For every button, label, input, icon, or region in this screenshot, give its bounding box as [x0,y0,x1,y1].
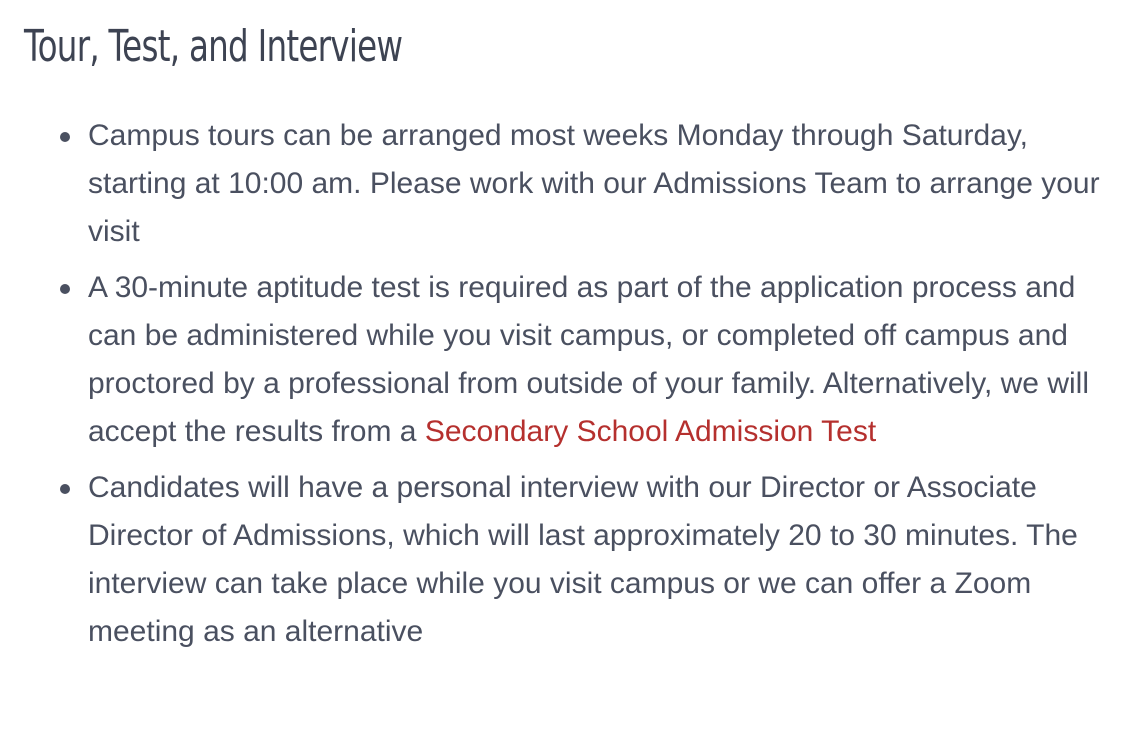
list-item-text: Candidates will have a personal interview with our Director or Associate Director of Admissions, which will last approximately 20 to 30 minutes. The interview can take place while you visit campus or we can offer a Zoom meeting as an alternative [88,471,1078,648]
list-item-interview [24,464,1114,656]
list-item-text: Campus tours can be arranged most weeks Monday through Saturday, starting at 10:00 am. Please work with our Admissions Team to arrange your visit [88,119,1100,248]
list-item-test [24,264,1114,456]
list-item-text: A 30-minute aptitude test is required as part of the application process and can be administered while you visit campus, or completed off campus and proctored by a professional from outside of your family. Alternatively, we will accept the results from a [88,271,1089,448]
section-heading: Tour, Test, and Interview [24,21,403,72]
bullet-dot-icon [60,284,70,294]
bullet-dot-icon [60,132,70,142]
bullet-list [24,112,1114,656]
admissions-section [24,0,1114,664]
ssat-link[interactable]: Secondary School Admission Test [424,415,877,448]
list-item-tours [24,112,1114,256]
bullet-dot-icon [60,484,70,494]
